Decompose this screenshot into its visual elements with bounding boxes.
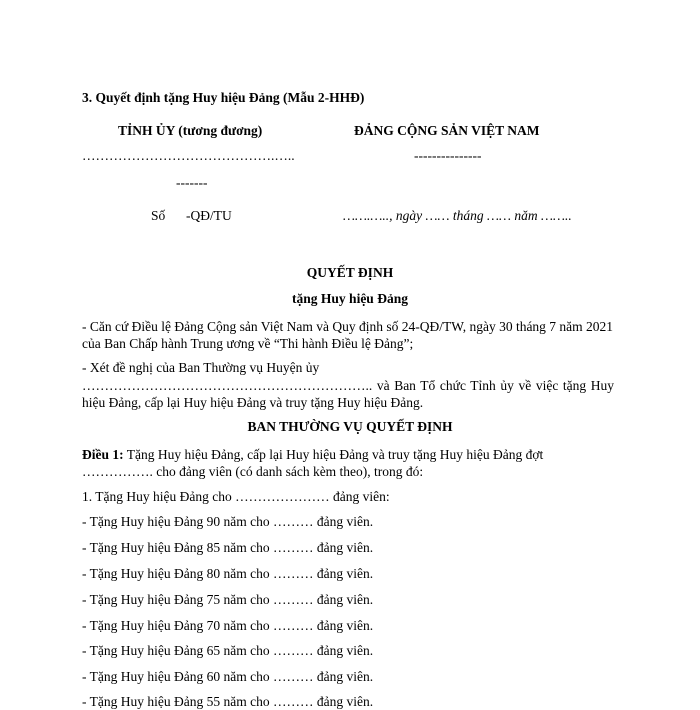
article-1-label: Điều 1: — [82, 447, 124, 462]
basis-paragraph-2-line-1: - Xét đề nghị của Ban Thường vụ Huyện ủy — [82, 360, 320, 375]
party-divider: --------------- — [414, 148, 482, 163]
org-name-dots: …………………………………….….. — [82, 148, 295, 163]
section-heading: 3. Quyết định tặng Huy hiệu Đảng (Mẫu 2-HHĐ) — [82, 90, 365, 105]
number-label: Số — [151, 208, 166, 223]
list-item: - Tặng Huy hiệu Đảng 60 năm cho ……… đảng viên. — [82, 669, 374, 684]
list-item: - Tặng Huy hiệu Đảng 55 năm cho ……… đảng viên. — [82, 694, 374, 709]
article-1-text: Tặng Huy hiệu Đảng, cấp lại Huy hiệu Đảng và truy tặng Huy hiệu Đảng đợt ……………. cho đảng viên (có danh sách kèm theo), trong đó: — [82, 447, 544, 479]
document-subtitle: tặng Huy hiệu Đảng — [292, 291, 408, 306]
list-item: - Tặng Huy hiệu Đảng 70 năm cho ……… đảng viên. — [82, 618, 374, 633]
decision-heading: BAN THƯỜNG VỤ QUYẾT ĐỊNH — [247, 419, 453, 434]
list-item: - Tặng Huy hiệu Đảng 65 năm cho ……… đảng viên. — [82, 643, 374, 658]
number-suffix: -QĐ/TU — [186, 208, 232, 223]
list-item: - Tặng Huy hiệu Đảng 90 năm cho ……… đảng viên. — [82, 514, 374, 529]
article-1 — [82, 446, 614, 480]
basis-paragraph-1: - Căn cứ Điều lệ Đảng Cộng sản Việt Nam và Quy định số 24-QĐ/TW, ngày 30 tháng 7 năm 2021 của Ban Chấp hành Trung ương về “Thi hành Điều lệ Đảng”; — [82, 319, 614, 351]
party-name: ĐẢNG CỘNG SẢN VIỆT NAM — [354, 123, 540, 138]
list-item: - Tặng Huy hiệu Đảng 80 năm cho ……… đảng viên. — [82, 566, 374, 581]
list-item: - Tặng Huy hiệu Đảng 85 năm cho ……… đảng viên. — [82, 540, 374, 555]
provincial-committee-label: TỈNH ỦY (tương đương) — [118, 123, 263, 138]
basis-paragraph-2-line-2: ……………………………………………………….. và Ban Tổ chức Tỉnh ủy về việc tặng Huy hiệu Đảng, cấp lại Huy hiệu Đảng và truy tặng Huy hiệu Đảng. — [82, 378, 614, 410]
date-line: …….….., ngày …… tháng …… năm …….. — [343, 208, 572, 223]
list-item: - Tặng Huy hiệu Đảng 75 năm cho ……… đảng viên. — [82, 592, 374, 607]
document-title: QUYẾT ĐỊNH — [306, 265, 394, 280]
list-item: 1. Tặng Huy hiệu Đảng cho ………………… đảng viên: — [82, 489, 390, 504]
org-divider: ------- — [176, 175, 208, 190]
